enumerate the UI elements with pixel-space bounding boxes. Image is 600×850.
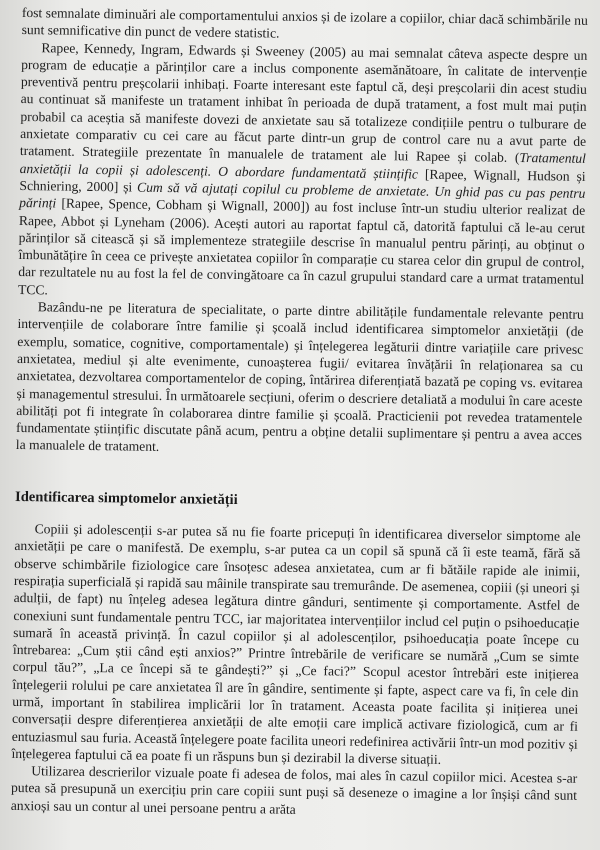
paragraph-text: [Rapee, Wignall, Hudson și Schniering, 2000] și: [19, 166, 586, 195]
paragraph-text: Rapee, Kennedy, Ingram, Edwards și Sweeney (2005) au mai semnalat câteva aspecte despre un program de educație a părinților care a inclus componente asemănătoare, în calitate de intervenție preventivă pentru preșcolarii inhibați. Foarte interesant este faptul că, deși preșcolarii din acest studiu au continuat să manifeste un tratament inhibat în perioada de după tratament, a fost mult mai puțin probabil ca aceștia să manifeste dovezi de anxietate sau să totalizeze condițiile pentru o tulburare de anxietate comparativ cu cei care au făcut parte dintr-un grup de control care nu a avut parte de tratament. Strategiile prezentate în manualele de tratament ale lui Rapee și colab. (: [19, 39, 588, 166]
paragraph-text: [Rapee, Spence, Cobham și Wignall, 2000]) au fost incluse într-un studiu ulterior realizat de Rapee, Abbot și Lyneham (2006). Acești autori au raportat faptul că, datorită faptului că le-au cerut părinților să citească și să implementeze strategiile descrise în manualul pentru părinți, au obținut o îmbunătățire în ceea ce privește anxietatea copiilor în comparație cu starea celor din grupul de control, dar rezultatele nu au fost la fel de convingătoare ca în cazul grupului standard care a urmat tratamentul TCC.: [17, 195, 586, 298]
book-title-1: Tratamentul anxietății la copii și adolescenți. O abordare fundamentată științific: [19, 150, 586, 182]
paragraph-continuation: fost semnalate diminuări ale comportamentului anxios și de izolare a copiilor, chiar dacă schimbările nu sunt semnificative din punct de vedere statistic.: [21, 4, 588, 41]
paragraph-rapee-study: [18, 39, 588, 306]
paragraph-fundamental-skills: Bazându-ne pe literatura de specialitate, o parte dintre abilitățile fundamentale relevante pentru intervențiile de colaborare între familie și școală includ identificarea simptomelor anxietății (de exemplu, somatice, cognitive, comportamentale) și înțelegerea legăturii dintre variațiile care privesc anxietatea, mediul și alte evenimente, cunoașterea fugii/ evitarea învățării în relaționarea sa cu anxietatea, dezvoltarea comportamentelor de coping, întărirea diferențiată bazată pe coping vs. evitarea și managementul stresului. În următoarele secțiuni, oferim o descriere detaliată a modului în care aceste abilități pot fi integrate în colaborarea dintre familie și școală. Practicienii pot revedea tratamentele fundamentate științific discutate până acum, pentru a obține detalii suplimentare și pentru a avea acces la manualele de tratament.: [15, 299, 584, 455]
section-heading: Identificarea simptomelor anxietății: [15, 488, 238, 508]
book-title-2: Cum să vă ajutați copilul cu probleme de anxietate. Un ghid pas cu pas pentru părinți: [19, 179, 586, 211]
page-text: [11, 4, 588, 822]
paragraph-symptoms: Copiii și adolescenții s-ar putea să nu fie foarte pricepuți în identificarea diverselor simptome ale anxietății pe care o manifestă. De exemplu, s-ar putea ca un copil să spună că îi este teamă, fără să observe schimbările fiziologice care însoțesc adesea anxietatea, cum ar fi bătăile rapide ale inimii, respirația superficială și rapidă sau mâinile transpirate sau tremurânde. De asemenea, copiii (și uneori și adulții, de fapt) nu înțeleg adesea legătura dintre gânduri, sentimente și comportamente. Astfel de conexiuni sunt fundamentale pentru TCC, iar majoritatea intervențiilor includ cel puțin o psihoeducație sumară în această privință. În cazul copiilor și al adolescenților, psihoeducația poate începe cu întrebarea: „Cum știi când ești anxios?” Printre întrebările de verificare se numără „Cum se simte corpul tău?”, „La ce începi să te gândești?” și „Ce faci?” Scopul acestor întrebări este inițierea înțelegerii rolului pe care anxietatea îl are în gândire, sentimente și fapte, aspect care va fi, în cele din urmă, important în stabilirea implicării lor în tratament. Aceasta poate facilita și inițierea unei conversații despre diferențierea anxietății de alte emoții care implică activare fiziologică, cum ar fi entuziasmul sau furia. Această înțelegere poate facilita uneori redefinirea activării într-un mod pozitiv și înțelegerea faptului că ea poate fi un răspuns bun și dezirabil la diverse situații.: [11, 521, 581, 767]
paragraph-visual-descriptions: Utilizarea descrierilor vizuale poate fi adesea de folos, mai ales în cazul copiilor mici. Acestea s-ar putea să presupună un exercițiu prin care copiii sunt puși să deseneze o imagine a lor înșiși când sunt anxioși sau un contur al unei persoane pentru a arăta: [10, 763, 578, 817]
